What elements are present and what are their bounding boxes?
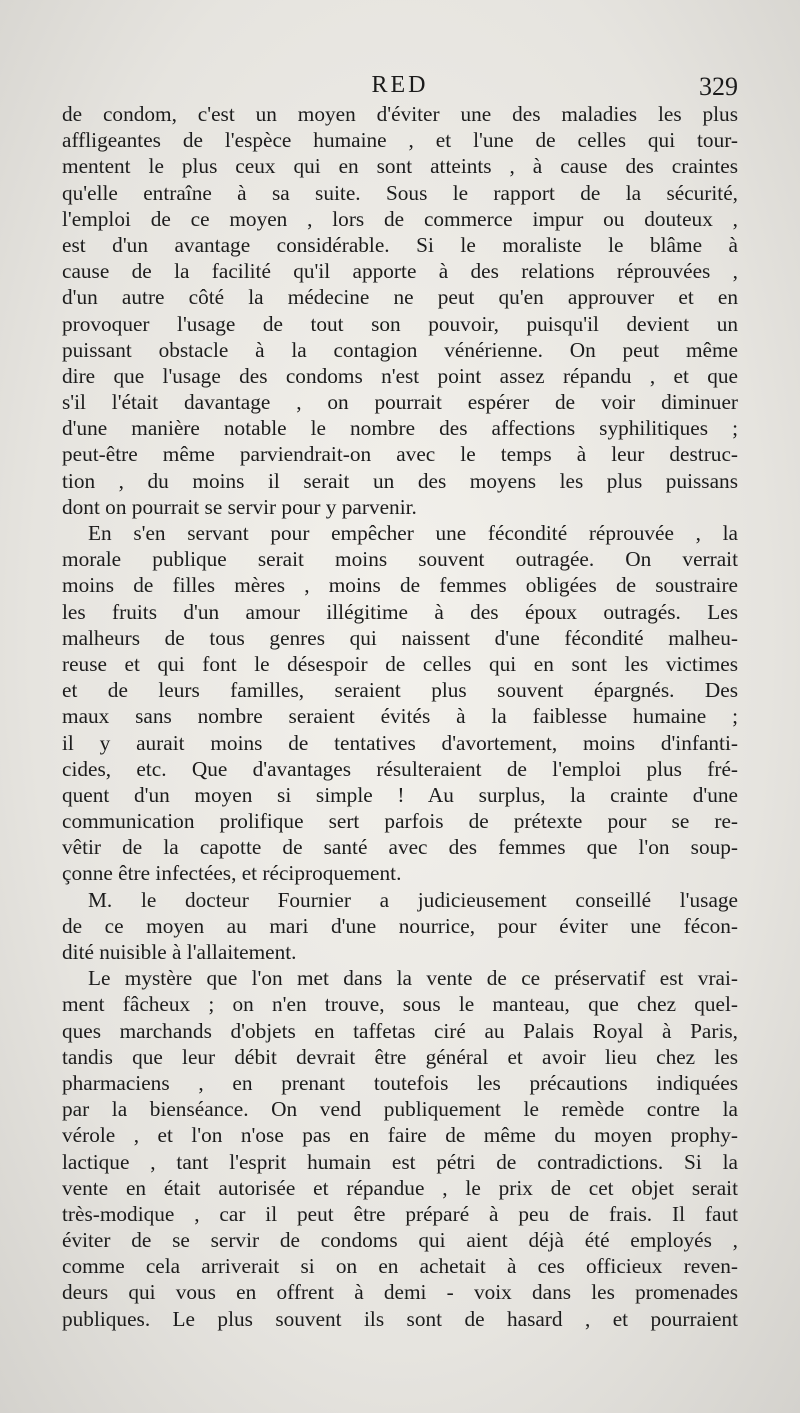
text-line: deurs qui vous en offrent à demi - voix dans les promenades (62, 1280, 738, 1305)
text-line: mentent le plus ceux qui en sont atteints , à cause des craintes (62, 154, 738, 179)
text-line: s'il l'était davantage , on pourrait espérer de voir diminuer (62, 390, 738, 415)
text-line: l'emploi de ce moyen , lors de commerce impur ou douteux , (62, 206, 738, 231)
text-line: çonne être infectées, et réciproquement. (62, 861, 402, 886)
text-line: qu'elle entraîne à sa suite. Sous le rapport de la sécurité, (62, 180, 738, 205)
text-line: d'un autre côté la médecine ne peut qu'en approuver et en (62, 285, 738, 310)
text-line: de condom, c'est un moyen d'éviter une des maladies les plus (62, 102, 738, 126)
text-line: par la bienséance. On vend publiquement le remède contre la (62, 1097, 738, 1122)
text-line: est d'un avantage considérable. Si le moraliste le blâme à (62, 232, 738, 257)
body-text (62, 101, 738, 1332)
text-line: et de leurs familles, seraient plus souvent épargnés. Des (62, 678, 738, 703)
text-line: cause de la facilité qu'il apporte à des relations réprouvées , (62, 259, 738, 284)
text-line: vente en était autorisée et répandue , le prix de cet objet serait (62, 1175, 738, 1200)
text-line: les fruits d'un amour illégitime à des époux outragés. Les (62, 599, 738, 624)
text-line: peut-être même parviendrait-on avec le temps à leur destruc- (62, 442, 738, 467)
text-line: reuse et qui font le désespoir de celles qui en sont les victimes (62, 651, 738, 676)
text-line: moins de filles mères , moins de femmes obligées de soustraire (62, 573, 738, 598)
text-line: morale publique serait moins souvent outragée. On verrait (62, 547, 738, 572)
text-line: communication prolifique sert parfois de prétexte pour se re- (62, 809, 738, 834)
text-line: très-modique , car il peut être préparé à peu de frais. Il faut (62, 1201, 738, 1226)
text-line: lactique , tant l'esprit humain est pétri de contradictions. Si la (62, 1149, 738, 1174)
page-header (62, 72, 738, 102)
text-line: comme cela arriverait si on en achetait à ces officieux reven- (62, 1254, 738, 1279)
text-line: cides, etc. Que d'avantages résulteraient de l'emploi plus fré- (62, 756, 738, 781)
text-line: ques marchands d'objets en taffetas ciré au Palais Royal à Paris, (62, 1018, 738, 1043)
text-line: maux sans nombre seraient évités à la faiblesse humaine ; (62, 704, 738, 729)
text-line: malheurs de tous genres qui naissent d'une fécondité malheu- (62, 625, 738, 650)
text-line: quent d'un moyen si simple ! Au surplus, la crainte d'une (62, 782, 738, 807)
text-line: dont on pourrait se servir pour y parvenir. (62, 494, 417, 519)
text-line: dité nuisible à l'allaitement. (62, 940, 297, 964)
text-line: En s'en servant pour empêcher une fécondité réprouvée , la (88, 521, 738, 545)
text-line: puissant obstacle à la contagion vénérienne. On peut même (62, 337, 738, 362)
text-line: pharmaciens , en prenant toutefois les précautions indiquées (62, 1070, 738, 1095)
text-line: vérole , et l'on n'ose pas en faire de même du moyen prophy- (62, 1123, 738, 1148)
text-line: ment fâcheux ; on n'en trouve, sous le manteau, que chez quel- (62, 992, 738, 1017)
text-line: affligeantes de l'espèce humaine , et l'une de celles qui tour- (62, 128, 738, 153)
text-line: éviter de se servir de condoms qui aient déjà été employés , (62, 1228, 738, 1253)
running-head: RED (371, 72, 429, 98)
page-number: 329 (699, 72, 738, 101)
text-line: tion , du moins il serait un des moyens les plus puissans (62, 468, 738, 493)
text-line: M. le docteur Fournier a judicieusement conseillé l'usage (88, 887, 738, 912)
text-line: publiques. Le plus souvent ils sont de hasard , et pourraient (62, 1306, 738, 1331)
text-line: vêtir de la capotte de santé avec des femmes que l'on soup- (62, 835, 738, 860)
text-line: tandis que leur débit devrait être général et avoir lieu chez les (62, 1044, 738, 1069)
text-line: Le mystère que l'on met dans la vente de ce préservatif est vrai- (88, 966, 738, 991)
text-line: de ce moyen au mari d'une nourrice, pour éviter une fécon- (62, 913, 738, 938)
text-line: d'une manière notable le nombre des affections syphilitiques ; (62, 416, 738, 441)
text-line: dire que l'usage des condoms n'est point assez répandu , et que (62, 363, 738, 388)
text-line: il y aurait moins de tentatives d'avortement, moins d'infanti- (62, 730, 738, 755)
text-line: provoquer l'usage de tout son pouvoir, puisqu'il devient un (62, 311, 738, 336)
